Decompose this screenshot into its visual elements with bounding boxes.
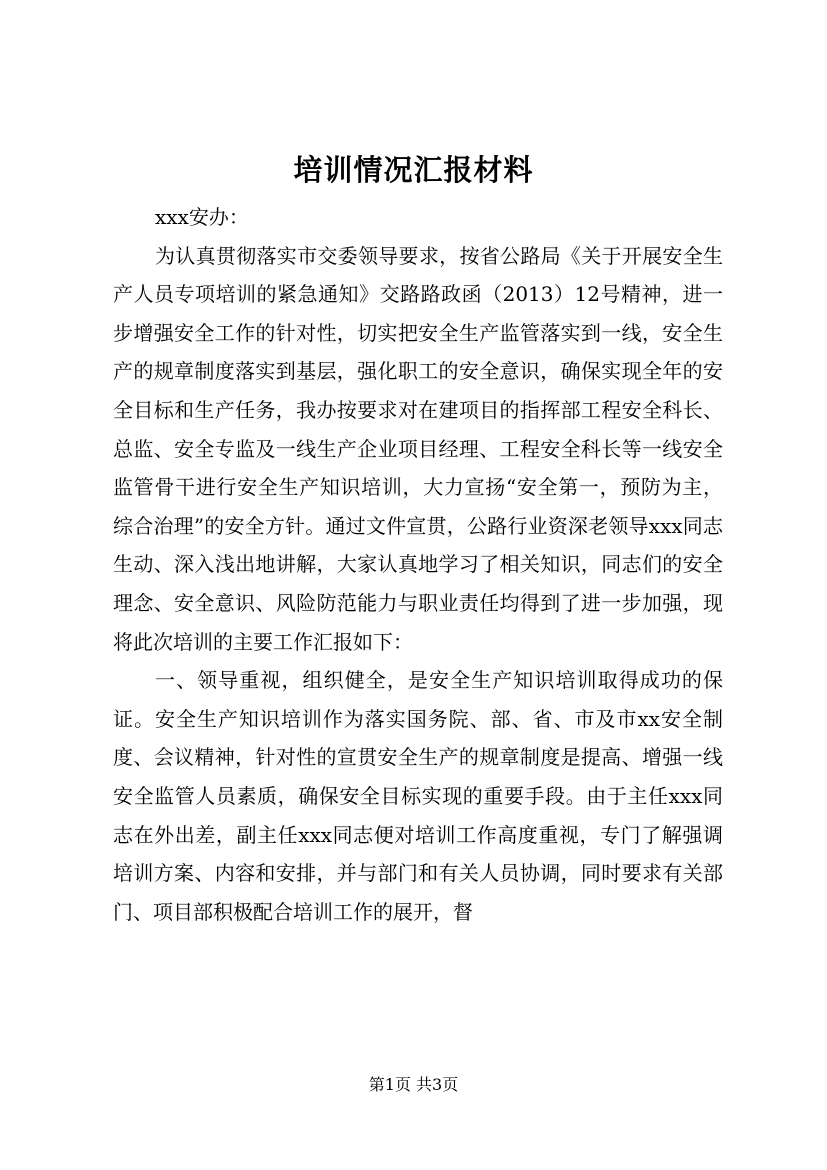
paragraph-intro: 为认真贯彻落实市交委领导要求，按省公路局《关于开展安全生产人员专项培训的紧急通知》交路路政函（2013）12号精神，进一步增强安全工作的针对性，切实把安全生产监管落实到一线，安全生产的规章制度落实到基层，强化职工的安全意识，确保实现全年的安全目标和生产任务，我办按要求对在建项目的指挥部工程安全科长、总监、安全专监及一线生产企业项目经理、工程安全科长等一线安全监管骨干进行安全生产知识培训，大力宣扬“安全第一，预防为主，综合治理”的安全方针。通过文件宣贯，公路行业资深老领导xxx同志生动、深入浅出地讲解，大家认真地学习了相关知识，同志们的安全理念、安全意识、风险防范能力与职业责任均得到了进一步加强，现将此次培训的主要工作汇报如下： xyxy=(113,243,723,654)
page-footer: 第1页 共3页 xyxy=(368,1075,459,1094)
document-title: 培训情况汇报材料 xyxy=(293,153,534,187)
paragraph-section-one: 一、领导重视，组织健全，是安全生产知识培训取得成功的保证。安全生产知识培训作为落实国务院、部、省、市及市xx安全制度、会议精神，针对性的宣贯安全生产的规章制度是提高、增强一线安全监管人员素质，确保安全目标实现的重要手段。由于主任xxx同志在外出差，副主任xxx同志便对培训工作高度重视，专门了解强调培训方案、内容和安排，并与部门和有关人员协调，同时要求有关部门、项目部积极配合培训工作的展开，督 xyxy=(113,668,723,924)
document-body xyxy=(113,198,723,931)
salutation: xxx安办： xyxy=(155,205,249,229)
